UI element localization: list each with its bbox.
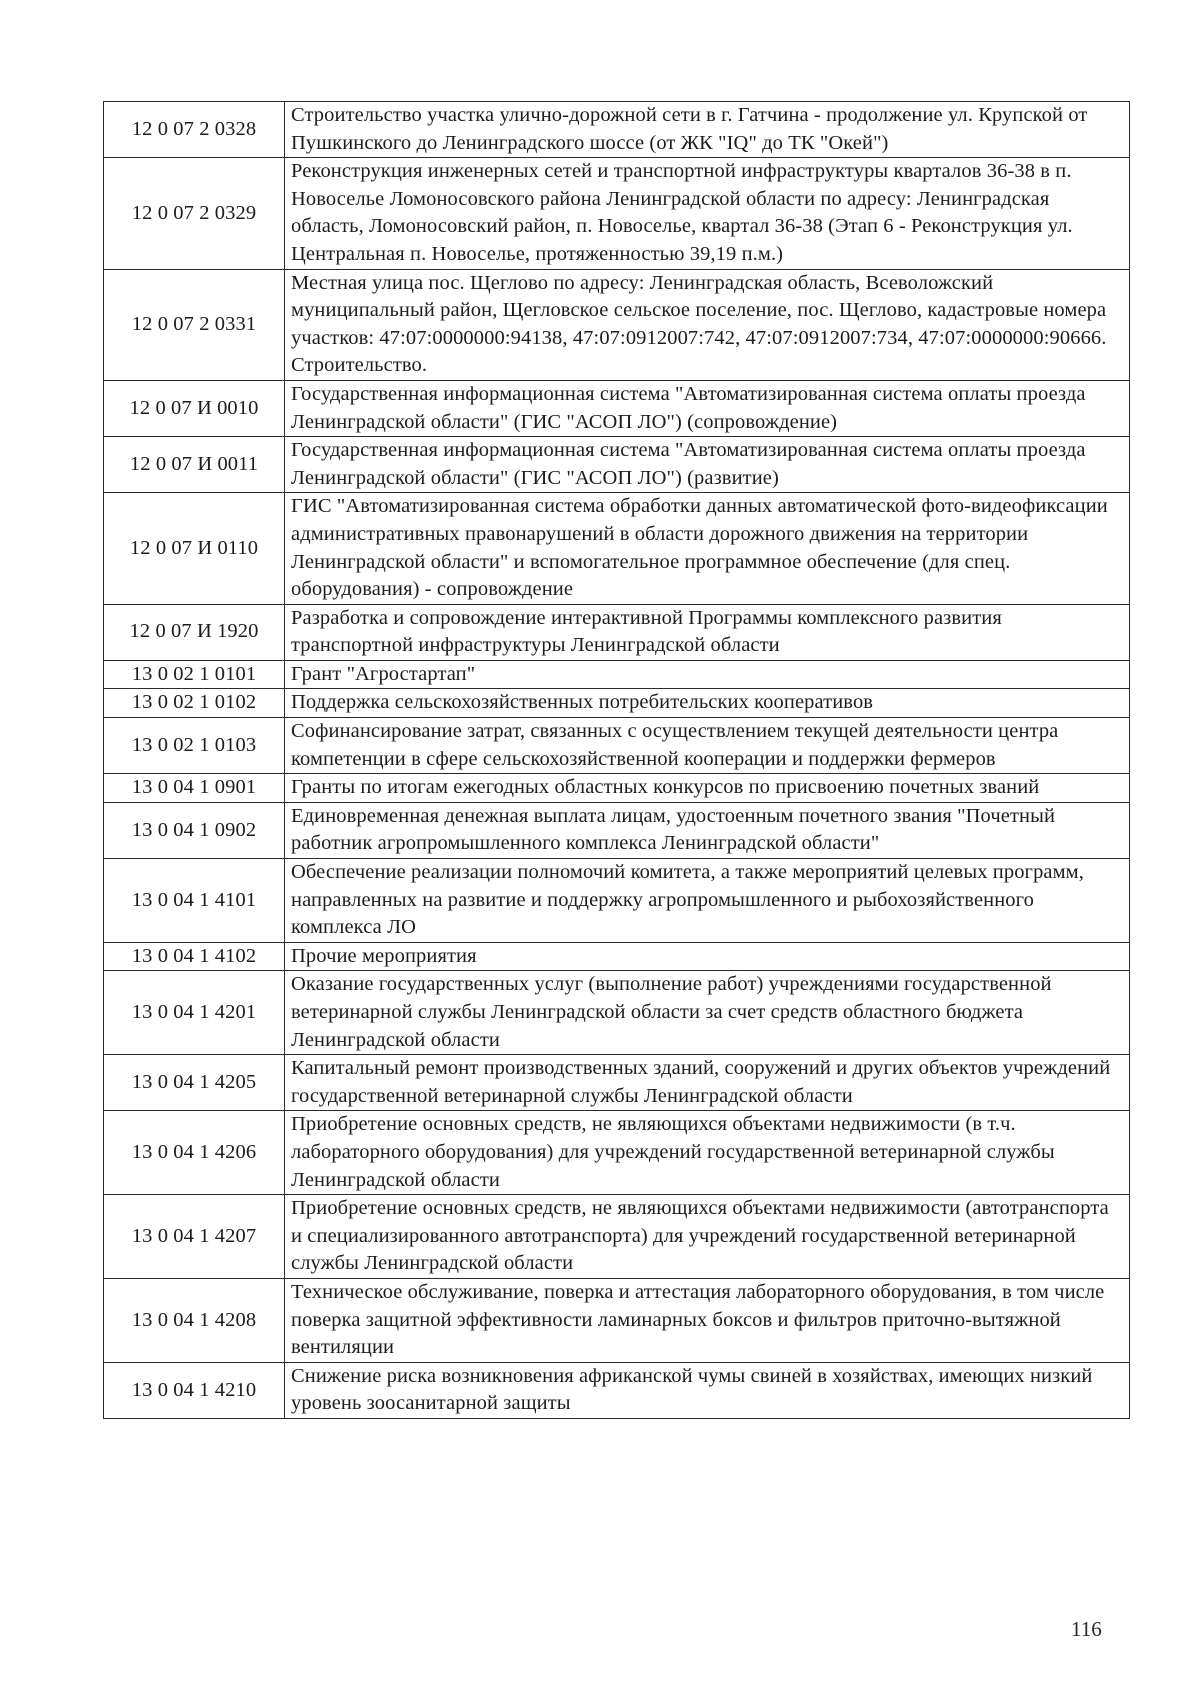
description-cell: Софинансирование затрат, связанных с осуществлением текущей деятельности центра компетенции в сфере сельскохозяйственной кооперации и поддержки фермеров: [285, 718, 1130, 774]
description-cell: Обеспечение реализации полномочий комитета, а также мероприятий целевых программ, направленных на развитие и поддержку агропромышленного и рыбохозяйственного комплекса ЛО: [285, 859, 1130, 943]
table-row: [104, 859, 1130, 943]
table-row: [104, 493, 1130, 604]
description-cell: Оказание государственных услуг (выполнение работ) учреждениями государственной ветеринарной службы Ленинградской области за счет средств областного бюджета Ленинградской области: [285, 971, 1130, 1055]
description-cell: Приобретение основных средств, не являющихся объектами недвижимости (в т.ч. лабораторного оборудования) для учреждений государственной ветеринарной службы Ленинградской области: [285, 1111, 1130, 1195]
description-cell: Приобретение основных средств, не являющихся объектами недвижимости (автотранспорта и специализированного автотранспорта) для учреждений государственной ветеринарной службы Ленинградской области: [285, 1195, 1130, 1279]
code-cell: 12 0 07 2 0329: [104, 158, 285, 269]
code-cell: 13 0 04 1 0902: [104, 802, 285, 858]
code-cell: 13 0 04 1 4207: [104, 1195, 285, 1279]
code-cell: 13 0 02 1 0101: [104, 660, 285, 689]
description-cell: Техническое обслуживание, поверка и аттестация лабораторного оборудования, в том числе поверка защитной эффективности ламинарных боксов и фильтров приточно-вытяжной вентиляции: [285, 1278, 1130, 1362]
description-cell: Государственная информационная система "Автоматизированная система оплаты проезда Ленинградской области" (ГИС "АСОП ЛО") (развитие): [285, 437, 1130, 493]
description-cell: Капитальный ремонт производственных зданий, сооружений и других объектов учреждений государственной ветеринарной службы Ленинградской области: [285, 1055, 1130, 1111]
table-row: [104, 1195, 1130, 1279]
description-cell: Прочие мероприятия: [285, 942, 1130, 971]
code-cell: 12 0 07 И 0110: [104, 493, 285, 604]
table-row: [104, 1055, 1130, 1111]
description-cell: Гранты по итогам ежегодных областных конкурсов по присвоению почетных званий: [285, 774, 1130, 803]
code-cell: 13 0 04 1 4206: [104, 1111, 285, 1195]
code-cell: 13 0 04 1 4201: [104, 971, 285, 1055]
code-cell: 12 0 07 И 0010: [104, 380, 285, 436]
budget-code-table: [103, 101, 1130, 1419]
description-cell: Местная улица пос. Щеглово по адресу: Ленинградская область, Всеволожский муниципальный район, Щегловское сельское поселение, пос. Щеглово, кадастровые номера участков: 47:07:0000000:94138, 47:07:0912007:742, 47:07:0912007:734, 47:07:0000000:90666. Строительство.: [285, 269, 1130, 380]
code-cell: 13 0 04 1 4101: [104, 859, 285, 943]
table-row: [104, 380, 1130, 436]
table-row: [104, 1362, 1130, 1418]
table-row: [104, 437, 1130, 493]
code-cell: 12 0 07 И 1920: [104, 604, 285, 660]
code-cell: 12 0 07 И 0011: [104, 437, 285, 493]
description-cell: Единовременная денежная выплата лицам, удостоенным почетного звания "Почетный работник агропромышленного комплекса Ленинградской области": [285, 802, 1130, 858]
table-row: [104, 774, 1130, 803]
code-cell: 12 0 07 2 0331: [104, 269, 285, 380]
table-row: [104, 718, 1130, 774]
table-row: [104, 689, 1130, 718]
table-row: [104, 1111, 1130, 1195]
table-row: [104, 942, 1130, 971]
description-cell: Разработка и сопровождение интерактивной Программы комплексного развития транспортной инфраструктуры Ленинградской области: [285, 604, 1130, 660]
table-row: [104, 802, 1130, 858]
table-row: [104, 269, 1130, 380]
description-cell: Грант "Агростартап": [285, 660, 1130, 689]
table-row: [104, 604, 1130, 660]
description-cell: ГИС "Автоматизированная система обработки данных автоматической фото-видеофиксации административных правонарушений в области дорожного движения на территории Ленинградской области" и вспомогательное программное обеспечение (для спец. оборудования) - сопровождение: [285, 493, 1130, 604]
code-cell: 12 0 07 2 0328: [104, 102, 285, 158]
page-number: 116: [1071, 1617, 1102, 1641]
code-cell: 13 0 02 1 0102: [104, 689, 285, 718]
table-row: [104, 1278, 1130, 1362]
table-row: [104, 102, 1130, 158]
description-cell: Реконструкция инженерных сетей и транспортной инфраструктуры кварталов 36-38 в п. Новоселье Ломоносовского района Ленинградской области по адресу: Ленинградская область, Ломоносовский район, п. Новоселье, квартал 36-38 (Этап 6 - Реконструкция ул. Центральная п. Новоселье, протяженностью 39,19 п.м.): [285, 158, 1130, 269]
code-cell: 13 0 04 1 4210: [104, 1362, 285, 1418]
code-cell: 13 0 02 1 0103: [104, 718, 285, 774]
table-row: [104, 971, 1130, 1055]
code-cell: 13 0 04 1 4208: [104, 1278, 285, 1362]
description-cell: Строительство участка улично-дорожной сети в г. Гатчина - продолжение ул. Крупской от Пушкинского до Ленинградского шоссе (от ЖК "IQ" до ТК "Окей"): [285, 102, 1130, 158]
code-cell: 13 0 04 1 4205: [104, 1055, 285, 1111]
code-cell: 13 0 04 1 0901: [104, 774, 285, 803]
description-cell: Снижение риска возникновения африканской чумы свиней в хозяйствах, имеющих низкий уровень зоосанитарной защиты: [285, 1362, 1130, 1418]
code-cell: 13 0 04 1 4102: [104, 942, 285, 971]
table-row: [104, 660, 1130, 689]
table-row: [104, 158, 1130, 269]
description-cell: Государственная информационная система "Автоматизированная система оплаты проезда Ленинградской области" (ГИС "АСОП ЛО") (сопровождение): [285, 380, 1130, 436]
description-cell: Поддержка сельскохозяйственных потребительских кооперативов: [285, 689, 1130, 718]
table-body: [104, 102, 1130, 1419]
